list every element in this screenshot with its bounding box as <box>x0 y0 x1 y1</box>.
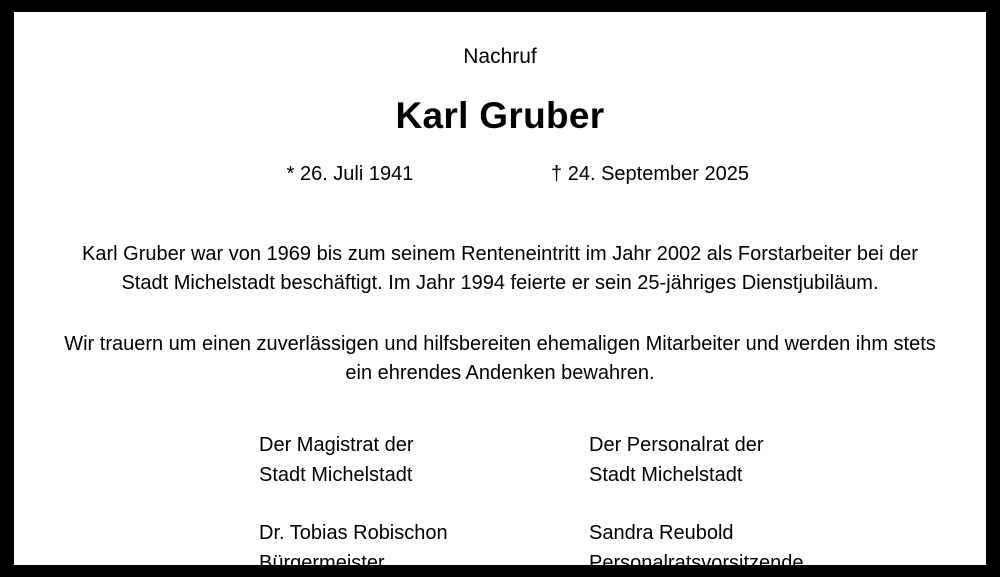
death-date: † 24. September 2025 <box>551 162 749 185</box>
signature-org-magistrat <box>259 430 589 490</box>
tribute-paragraph-1: Karl Gruber war von 1969 bis zum seinem Renteneintritt im Jahr 2002 als Forstarbeiter bei der Stadt Michelstadt beschäftigt. Im Jahr 1994 feierte er sein 25-jähriges Dienstjubiläum. <box>82 242 918 294</box>
signature-column-magistrat <box>81 430 589 578</box>
deceased-name: Karl Gruber <box>395 95 605 137</box>
tribute-paragraph-2: Wir trauern um einen zuverlässigen und hilfsbereiten ehemaligen Mitarbeiter und werden ihm stets ein ehrendes Andenken bewahren. <box>64 332 936 384</box>
signature-person-role: Personalratsvorsitzende <box>589 551 804 574</box>
signature-person-role: Bürgermeister <box>259 551 385 574</box>
signature-org-personalrat <box>589 430 919 490</box>
signature-org-line-2: Stadt Michelstadt <box>259 463 413 486</box>
signature-org-line-2: Stadt Michelstadt <box>589 463 743 486</box>
signature-person-personalrat <box>589 518 919 578</box>
signature-block <box>50 430 950 578</box>
signature-person-name: Sandra Reubold <box>589 521 734 544</box>
notice-kicker: Nachruf <box>463 45 537 68</box>
signature-org-line-1: Der Magistrat der <box>259 433 414 456</box>
signature-org-line-1: Der Personalrat der <box>589 433 764 456</box>
obituary-content <box>14 12 986 574</box>
signature-person-magistrat <box>259 518 589 578</box>
signature-person-name: Dr. Tobias Robischon <box>259 521 448 544</box>
birth-date: * 26. Juli 1941 <box>286 162 414 185</box>
signature-column-personalrat <box>589 430 919 578</box>
life-dates <box>50 163 950 186</box>
